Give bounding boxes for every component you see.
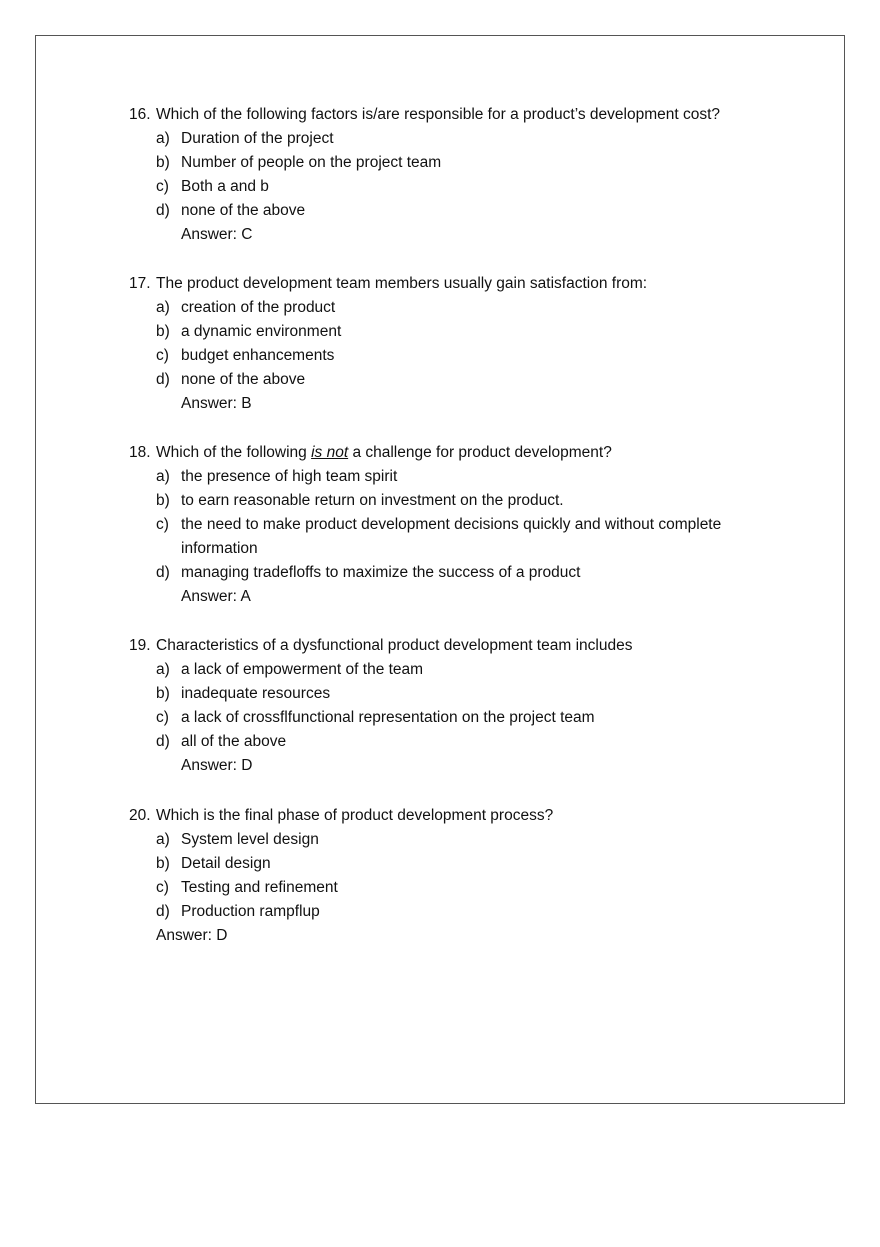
question-stem	[36, 272, 844, 296]
option-letter: c)	[156, 516, 169, 533]
option-d	[36, 900, 844, 924]
option-d	[36, 561, 844, 585]
option-c	[36, 513, 761, 561]
option-text: to earn reasonable return on investment on the product.	[181, 492, 564, 509]
option-letter: d)	[156, 564, 170, 581]
question-number: 16.	[129, 106, 151, 123]
option-letter: b)	[156, 154, 170, 171]
question-stem	[36, 634, 844, 658]
answer-key: Answer: C	[181, 226, 253, 243]
option-text: Testing and refinement	[181, 879, 338, 896]
question-stem	[36, 103, 844, 127]
question-16	[36, 103, 844, 247]
question-emphasis: is not	[311, 444, 349, 461]
option-text: System level design	[181, 831, 319, 848]
option-a	[36, 127, 844, 151]
question-18	[36, 441, 844, 609]
option-text: Detail design	[181, 855, 271, 872]
option-text: all of the above	[181, 733, 287, 750]
option-text: a lack of empowerment of the team	[181, 661, 424, 678]
option-letter: b)	[156, 855, 170, 872]
option-text: creation of the product	[181, 299, 336, 316]
option-text: Number of people on the project team	[181, 154, 442, 171]
option-text: the presence of high team spirit	[181, 468, 398, 485]
option-letter: c)	[156, 178, 169, 195]
question-text: Which is the final phase of product development process?	[156, 807, 554, 824]
option-b	[36, 489, 844, 513]
answer-key: Answer: D	[156, 927, 228, 944]
option-text: none of the above	[181, 371, 306, 388]
option-text: none of the above	[181, 202, 306, 219]
option-text: managing tradeﬂoffs to maximize the success of a product	[181, 564, 581, 581]
question-20	[36, 804, 844, 948]
question-stem	[36, 441, 844, 465]
option-c	[36, 876, 844, 900]
option-text: Production rampﬂup	[181, 903, 320, 920]
option-letter: b)	[156, 323, 170, 340]
option-text: a dynamic environment	[181, 323, 342, 340]
option-d	[36, 199, 844, 223]
question-text: Characteristics of a dysfunctional product development team includes	[156, 637, 633, 654]
option-letter: b)	[156, 685, 170, 702]
question-text: The product development team members usually gain satisfaction from:	[156, 275, 648, 292]
question-19	[36, 634, 844, 778]
option-a	[36, 828, 844, 852]
option-a	[36, 465, 844, 489]
option-letter: a)	[156, 661, 170, 678]
option-letter: b)	[156, 492, 170, 509]
option-c	[36, 706, 844, 730]
option-b	[36, 852, 844, 876]
question-stem	[36, 804, 844, 828]
question-text-before: Which of the following	[156, 444, 312, 461]
question-17	[36, 272, 844, 416]
option-letter: c)	[156, 347, 169, 364]
question-number: 17.	[129, 275, 151, 292]
option-letter: a)	[156, 130, 170, 147]
option-letter: c)	[156, 709, 169, 726]
question-text: Which of the following factors is/are responsible for a product’s development cost?	[156, 106, 721, 123]
answer-key: Answer: D	[181, 757, 253, 774]
option-b	[36, 682, 844, 706]
option-text: Duration of the project	[181, 130, 334, 147]
option-letter: d)	[156, 202, 170, 219]
option-b	[36, 320, 844, 344]
option-c	[36, 175, 844, 199]
option-letter: a)	[156, 831, 170, 848]
option-text: budget enhancements	[181, 347, 335, 364]
option-letter: a)	[156, 468, 170, 485]
question-number: 19.	[129, 637, 151, 654]
option-letter: d)	[156, 733, 170, 750]
option-b	[36, 151, 844, 175]
question-text-after: a challenge for product development?	[348, 444, 612, 461]
option-text: a lack of crossﬂfunctional representation on the project team	[181, 709, 595, 726]
option-letter: a)	[156, 299, 170, 316]
option-text: the need to make product development decisions quickly and without complete information	[181, 516, 722, 557]
question-number: 20.	[129, 807, 151, 824]
option-a	[36, 296, 844, 320]
question-number: 18.	[129, 444, 151, 461]
option-letter: d)	[156, 903, 170, 920]
answer-key: Answer: A	[181, 588, 251, 605]
answer-key: Answer: B	[181, 395, 252, 412]
option-d	[36, 730, 844, 754]
option-text: inadequate resources	[181, 685, 331, 702]
option-text: Both a and b	[181, 178, 269, 195]
page-frame	[35, 35, 845, 1104]
option-d	[36, 368, 844, 392]
option-c	[36, 344, 844, 368]
option-letter: d)	[156, 371, 170, 388]
option-a	[36, 658, 844, 682]
option-letter: c)	[156, 879, 169, 896]
